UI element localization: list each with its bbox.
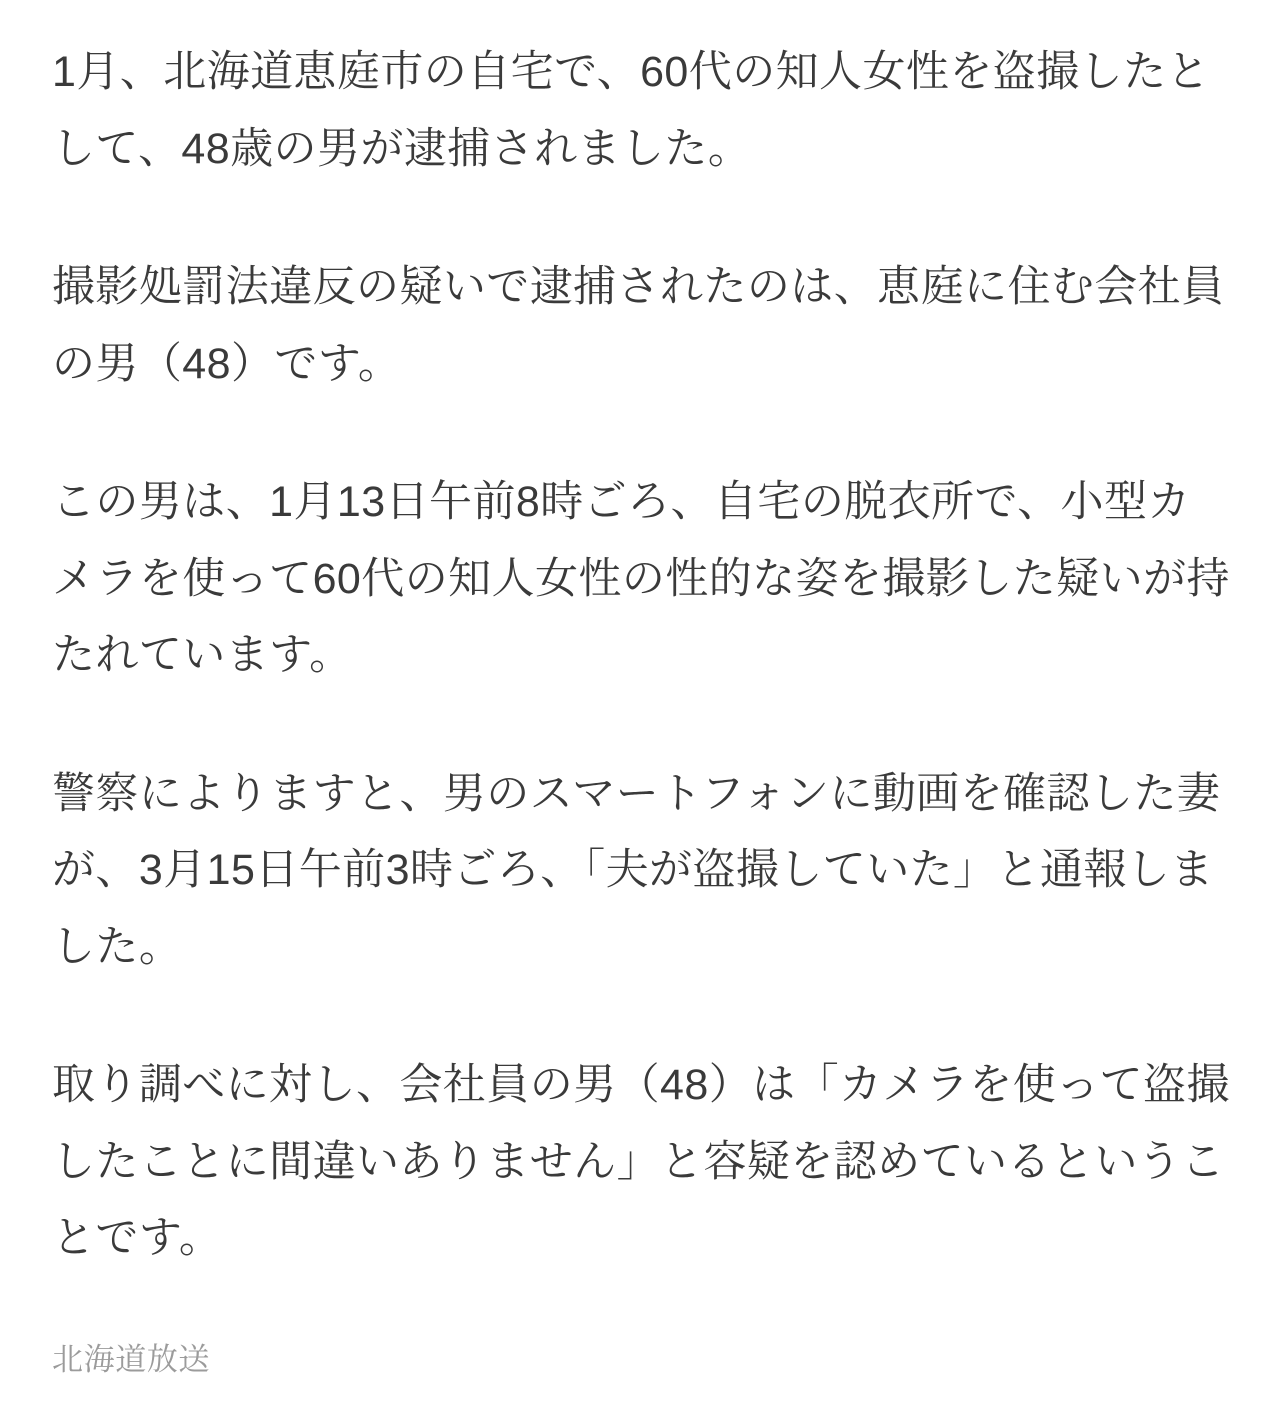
article-paragraph: 取り調べに対し、会社員の男（48）は「カメラを使って盗撮したことに間違いありません」と容疑を認めているということです。 bbox=[52, 1061, 1230, 1263]
article-credit: 北海道放送 bbox=[52, 1341, 211, 1377]
article-paragraph: 警察によりますと、男のスマートフォンに動画を確認した妻が、3月15日午前3時ごろ、「夫が盗撮していた」と通報しました。 bbox=[52, 769, 1221, 971]
article-paragraph: この男は、1月13日午前8時ごろ、自宅の脱衣所で、小型カメラを使って60代の知人女性の性的な姿を撮影した疑いが持たれています。 bbox=[52, 478, 1230, 680]
article-paragraph: 1月、北海道恵庭市の自宅で、60代の知人女性を盗撮したとして、48歳の男が逮捕されました。 bbox=[52, 48, 1210, 173]
article-paragraph: 撮影処罰法違反の疑いで逮捕されたのは、恵庭に住む会社員の男（48）です。 bbox=[52, 263, 1225, 388]
